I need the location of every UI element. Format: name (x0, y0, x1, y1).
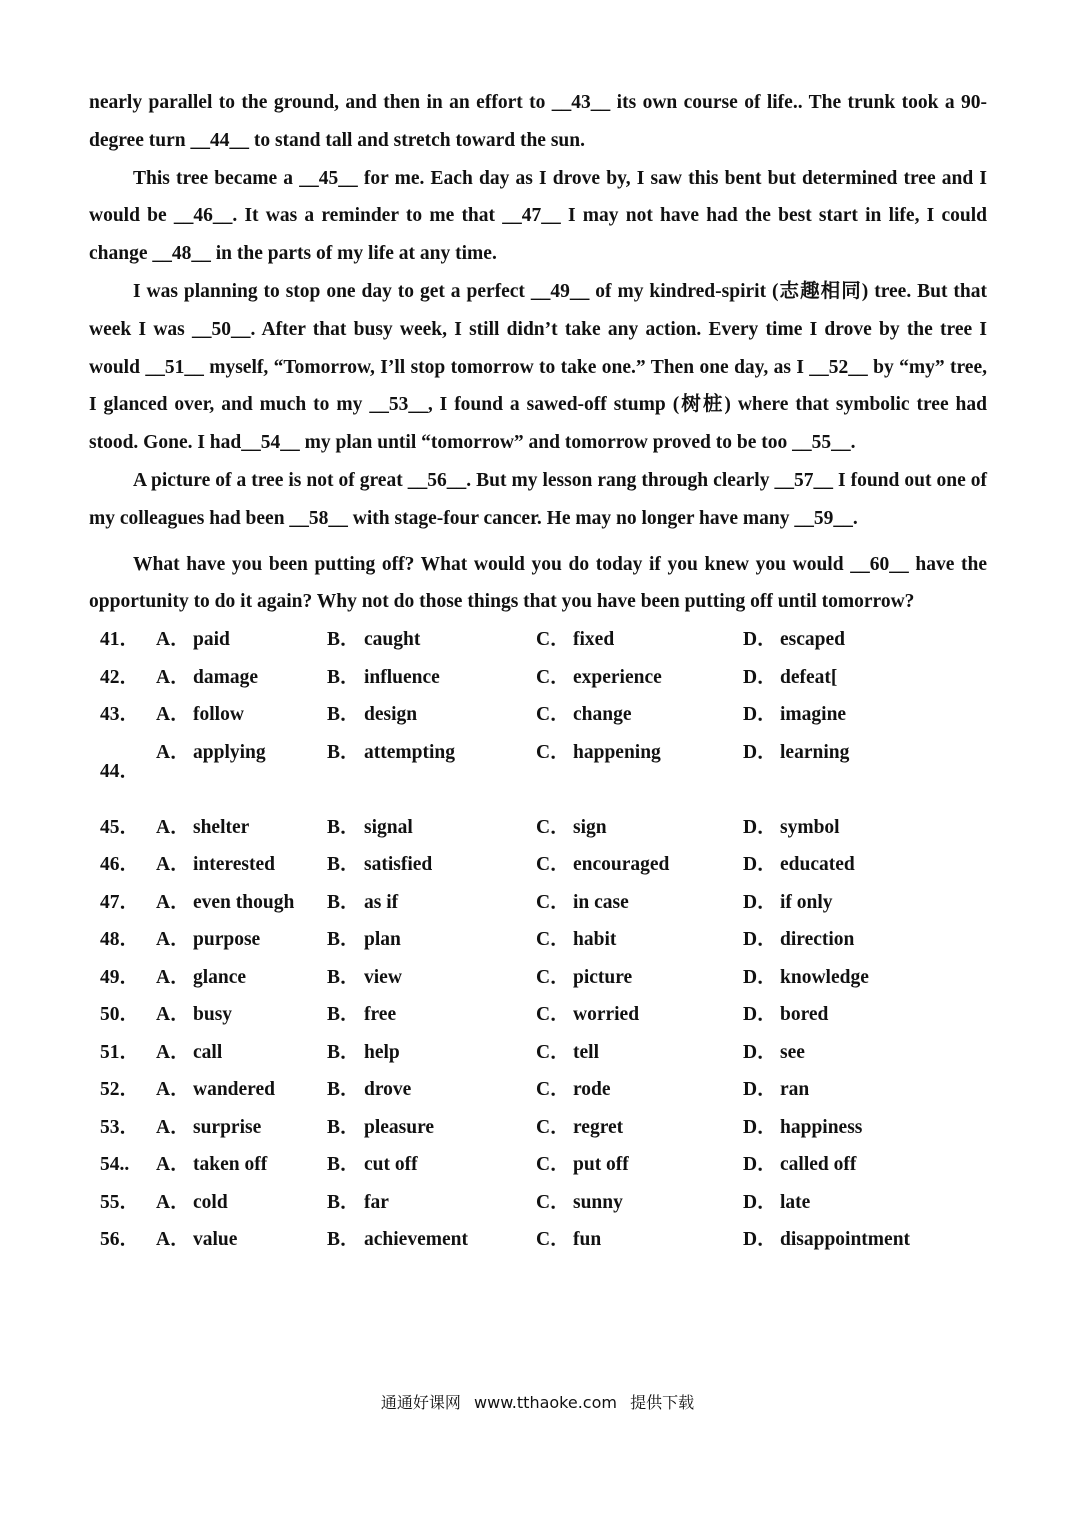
option-d (743, 1146, 943, 1184)
option-d (743, 996, 943, 1034)
footer (0, 1390, 1075, 1413)
question-row (89, 621, 987, 659)
answer-options-list (89, 621, 987, 1259)
question-row (89, 1146, 987, 1184)
option-text: encouraged (573, 854, 670, 876)
option-letter: C． (536, 629, 570, 651)
option-b (327, 1034, 536, 1072)
option-letter: C． (536, 1229, 570, 1251)
passage-paragraph: I was planning to stop one day to get a perfect __49__ of my kindred-spirit (志趣相同) tree. But that week I was __50__. After that busy week, I still didn’t take any action. Every time I drove by the tree I would __51__ myself, “Tomorrow, I’ll stop tomorrow to take one.” Then one day, as I __52__ by “my” tree, I glanced over, and much to my __53__, I found a sawed-off stump (树桩) where that symbolic tree had stood. Gone. I had__54__ my plan until “tomorrow” and tomorrow proved to be too __55__. (89, 280, 987, 454)
option-letter: D． (743, 1229, 777, 1251)
option-letter: C． (536, 1116, 570, 1138)
option-letter: B． (327, 929, 360, 951)
question-number: 45． (100, 816, 140, 838)
option-letter: D． (743, 666, 777, 688)
option-letter: D． (743, 854, 777, 876)
option-a (156, 1184, 327, 1222)
option-b (327, 846, 536, 884)
option-text: surprise (193, 1116, 262, 1138)
option-text: applying (193, 741, 266, 763)
option-letter: C． (536, 1079, 570, 1101)
option-c (536, 734, 743, 772)
option-text: see (780, 1041, 805, 1063)
option-text: far (364, 1191, 389, 1213)
option-letter: B． (327, 966, 360, 988)
option-letter: D． (743, 1041, 777, 1063)
option-letter: D． (743, 629, 777, 651)
option-text: fun (573, 1229, 602, 1251)
option-text: influence (364, 666, 440, 688)
option-d (743, 1034, 943, 1072)
question-row (89, 959, 987, 997)
question-number: 54.. (100, 1154, 130, 1176)
option-text: paid (193, 629, 230, 651)
option-letter: A． (156, 891, 190, 913)
option-letter: B． (327, 1116, 360, 1138)
option-letter: B． (327, 704, 360, 726)
option-text: cold (193, 1191, 228, 1213)
option-letter: C． (536, 854, 570, 876)
option-text: tell (573, 1041, 599, 1063)
option-c (536, 884, 743, 922)
option-letter: C． (536, 704, 570, 726)
option-text: change (573, 704, 632, 726)
option-a (156, 921, 327, 959)
option-text: defeat[ (780, 666, 838, 688)
option-letter: B． (327, 891, 360, 913)
option-letter: D． (743, 1191, 777, 1213)
option-letter: A． (156, 816, 190, 838)
option-letter: A． (156, 1079, 190, 1101)
option-letter: A． (156, 1191, 190, 1213)
option-b (327, 1109, 536, 1147)
option-text: help (364, 1041, 400, 1063)
option-letter: A． (156, 1004, 190, 1026)
option-d (743, 846, 943, 884)
question-number: 52． (100, 1079, 140, 1101)
option-d (743, 696, 943, 734)
option-letter: D． (743, 1079, 777, 1101)
option-letter: C． (536, 666, 570, 688)
option-letter: A． (156, 1154, 190, 1176)
option-d (743, 621, 943, 659)
question-number: 49． (100, 966, 140, 988)
option-letter: A． (156, 1229, 190, 1251)
option-text: shelter (193, 816, 250, 838)
option-a (156, 696, 327, 734)
option-text: wandered (193, 1079, 275, 1101)
option-letter: A． (156, 1116, 190, 1138)
option-text: free (364, 1004, 397, 1026)
option-b (327, 809, 536, 847)
option-c (536, 1071, 743, 1109)
option-d (743, 1071, 943, 1109)
option-d (743, 1221, 943, 1259)
option-text: disappointment (780, 1229, 911, 1251)
option-a (156, 1221, 327, 1259)
option-text: damage (193, 666, 258, 688)
option-b (327, 621, 536, 659)
option-b (327, 1071, 536, 1109)
option-a (156, 809, 327, 847)
option-letter: A． (156, 929, 190, 951)
option-letter: C． (536, 1154, 570, 1176)
option-letter: C． (536, 891, 570, 913)
option-letter: B． (327, 1004, 360, 1026)
option-letter: C． (536, 816, 570, 838)
option-text: pleasure (364, 1116, 435, 1138)
option-letter: A． (156, 966, 190, 988)
option-d (743, 659, 943, 697)
question-row (89, 1109, 987, 1147)
option-c (536, 1109, 743, 1147)
option-letter: C． (536, 966, 570, 988)
option-d (743, 809, 943, 847)
option-c (536, 996, 743, 1034)
option-a (156, 884, 327, 922)
option-text: called off (780, 1154, 857, 1176)
option-text: fixed (573, 629, 615, 651)
option-b (327, 959, 536, 997)
option-text: experience (573, 666, 662, 688)
option-d (743, 1109, 943, 1147)
option-text: picture (573, 966, 633, 988)
option-text: view (364, 966, 402, 988)
option-text: learning (780, 741, 850, 763)
option-b (327, 659, 536, 697)
question-number: 55． (100, 1191, 140, 1213)
option-text: interested (193, 854, 275, 876)
option-text: sunny (573, 1191, 623, 1213)
passage (89, 84, 987, 621)
option-letter: D． (743, 966, 777, 988)
option-letter: B． (327, 741, 360, 763)
option-letter: A． (156, 741, 190, 763)
option-text: bored (780, 1004, 829, 1026)
option-text: put off (573, 1154, 629, 1176)
option-c (536, 1034, 743, 1072)
option-text: satisfied (364, 854, 433, 876)
question-number: 47． (100, 891, 140, 913)
question-number: 41． (100, 629, 140, 651)
option-text: direction (780, 929, 855, 951)
option-text: happening (573, 741, 661, 763)
option-c (536, 921, 743, 959)
option-text: as if (364, 891, 399, 913)
question-row (89, 884, 987, 922)
option-c (536, 696, 743, 734)
option-b (327, 1184, 536, 1222)
option-d (743, 734, 943, 772)
option-text: value (193, 1229, 238, 1251)
option-text: rode (573, 1079, 611, 1101)
exam-page (89, 84, 987, 1259)
option-text: sign (573, 816, 607, 838)
question-number: 48． (100, 929, 140, 951)
option-text: symbol (780, 816, 840, 838)
option-letter: C． (536, 929, 570, 951)
option-letter: A． (156, 1041, 190, 1063)
option-text: caught (364, 629, 421, 651)
option-text: busy (193, 1004, 233, 1026)
option-letter: C． (536, 1041, 570, 1063)
footer-note: 提供下载 (630, 1393, 695, 1412)
option-text: attempting (364, 741, 455, 763)
option-b (327, 734, 536, 772)
option-c (536, 809, 743, 847)
passage-paragraph: A picture of a tree is not of great __56__. But my lesson rang through clearly __57__ I found out one of my colleagues had been __58__ with stage-four cancer. He may no longer have many __59__. (89, 469, 987, 529)
option-text: taken off (193, 1154, 268, 1176)
option-c (536, 621, 743, 659)
option-text: educated (780, 854, 855, 876)
option-text: achievement (364, 1229, 468, 1251)
passage-paragraph: nearly parallel to the ground, and then in an effort to __43__ its own course of life.. The trunk took a 90-degree turn __44__ to stand tall and stretch toward the sun. (89, 92, 987, 151)
option-b (327, 1221, 536, 1259)
question-number: 51． (100, 1041, 140, 1063)
question-row (89, 846, 987, 884)
option-text: regret (573, 1116, 624, 1138)
option-letter: D． (743, 929, 777, 951)
option-text: plan (364, 929, 401, 951)
question-number: 43． (100, 704, 140, 726)
option-text: happiness (780, 1116, 863, 1138)
option-text: habit (573, 929, 617, 951)
option-letter: C． (536, 741, 570, 763)
option-c (536, 1146, 743, 1184)
option-text: drove (364, 1079, 412, 1101)
option-d (743, 921, 943, 959)
option-d (743, 959, 943, 997)
option-a (156, 1146, 327, 1184)
option-letter: D． (743, 1116, 777, 1138)
option-c (536, 659, 743, 697)
question-row (89, 659, 987, 697)
option-letter: D． (743, 1154, 777, 1176)
question-number: 42． (100, 666, 140, 688)
option-letter: B． (327, 629, 360, 651)
question-row (89, 921, 987, 959)
option-c (536, 846, 743, 884)
question-number: 50． (100, 1004, 140, 1026)
option-a (156, 1034, 327, 1072)
option-letter: B． (327, 1229, 360, 1251)
option-text: signal (364, 816, 413, 838)
option-letter: B． (327, 666, 360, 688)
passage-paragraph: What have you been putting off? What would you do today if you knew you would __60__ have the opportunity to do it again? Why not do those things that you have been putting off until tomorrow? (89, 553, 987, 613)
option-text: call (193, 1041, 223, 1063)
question-number: 53． (100, 1116, 140, 1138)
option-a (156, 846, 327, 884)
option-b (327, 1146, 536, 1184)
question-row (89, 1184, 987, 1222)
option-letter: B． (327, 816, 360, 838)
option-text: glance (193, 966, 247, 988)
option-letter: B． (327, 1154, 360, 1176)
question-row (89, 1034, 987, 1072)
option-b (327, 996, 536, 1034)
option-b (327, 921, 536, 959)
option-letter: B． (327, 1041, 360, 1063)
option-letter: C． (536, 1191, 570, 1213)
option-text: escaped (780, 629, 845, 651)
option-text: imagine (780, 704, 847, 726)
question-number: 46． (100, 854, 140, 876)
option-b (327, 884, 536, 922)
option-a (156, 659, 327, 697)
option-letter: D． (743, 891, 777, 913)
option-letter: A． (156, 704, 190, 726)
option-letter: B． (327, 854, 360, 876)
option-letter: D． (743, 1004, 777, 1026)
question-row (89, 809, 987, 847)
option-a (156, 1109, 327, 1147)
option-text: if only (780, 891, 833, 913)
option-letter: A． (156, 854, 190, 876)
option-text: even though (193, 891, 295, 913)
question-row (89, 1221, 987, 1259)
option-letter: A． (156, 666, 190, 688)
option-a (156, 621, 327, 659)
option-b (327, 696, 536, 734)
option-text: knowledge (780, 966, 869, 988)
option-letter: A． (156, 629, 190, 651)
question-number: 56． (100, 1229, 140, 1251)
option-text: in case (573, 891, 629, 913)
option-a (156, 996, 327, 1034)
option-text: cut off (364, 1154, 418, 1176)
question-row (89, 696, 987, 734)
option-text: ran (780, 1079, 810, 1101)
question-row (89, 734, 987, 809)
option-text: worried (573, 1004, 640, 1026)
option-c (536, 1221, 743, 1259)
option-c (536, 1184, 743, 1222)
footer-site-name: 通通好课网 (380, 1393, 461, 1412)
option-letter: D． (743, 816, 777, 838)
option-letter: C． (536, 1004, 570, 1026)
question-number: 44． (100, 760, 140, 782)
option-text: purpose (193, 929, 261, 951)
option-letter: B． (327, 1079, 360, 1101)
option-a (156, 734, 327, 772)
footer-url[interactable]: www.tthaoke.com (474, 1393, 617, 1412)
option-a (156, 959, 327, 997)
question-row (89, 1071, 987, 1109)
option-d (743, 1184, 943, 1222)
option-a (156, 1071, 327, 1109)
option-letter: D． (743, 741, 777, 763)
option-text: follow (193, 704, 244, 726)
option-text: late (780, 1191, 811, 1213)
passage-paragraph: This tree became a __45__ for me. Each day as I drove by, I saw this bent but determined tree and I would be __46__. It was a reminder to me that __47__ I may not have had the best start in life, I could change __48__ in the parts of my life at any time. (89, 167, 987, 265)
option-c (536, 959, 743, 997)
option-letter: B． (327, 1191, 360, 1213)
option-text: design (364, 704, 418, 726)
option-d (743, 884, 943, 922)
option-letter: D． (743, 704, 777, 726)
question-row (89, 996, 987, 1034)
